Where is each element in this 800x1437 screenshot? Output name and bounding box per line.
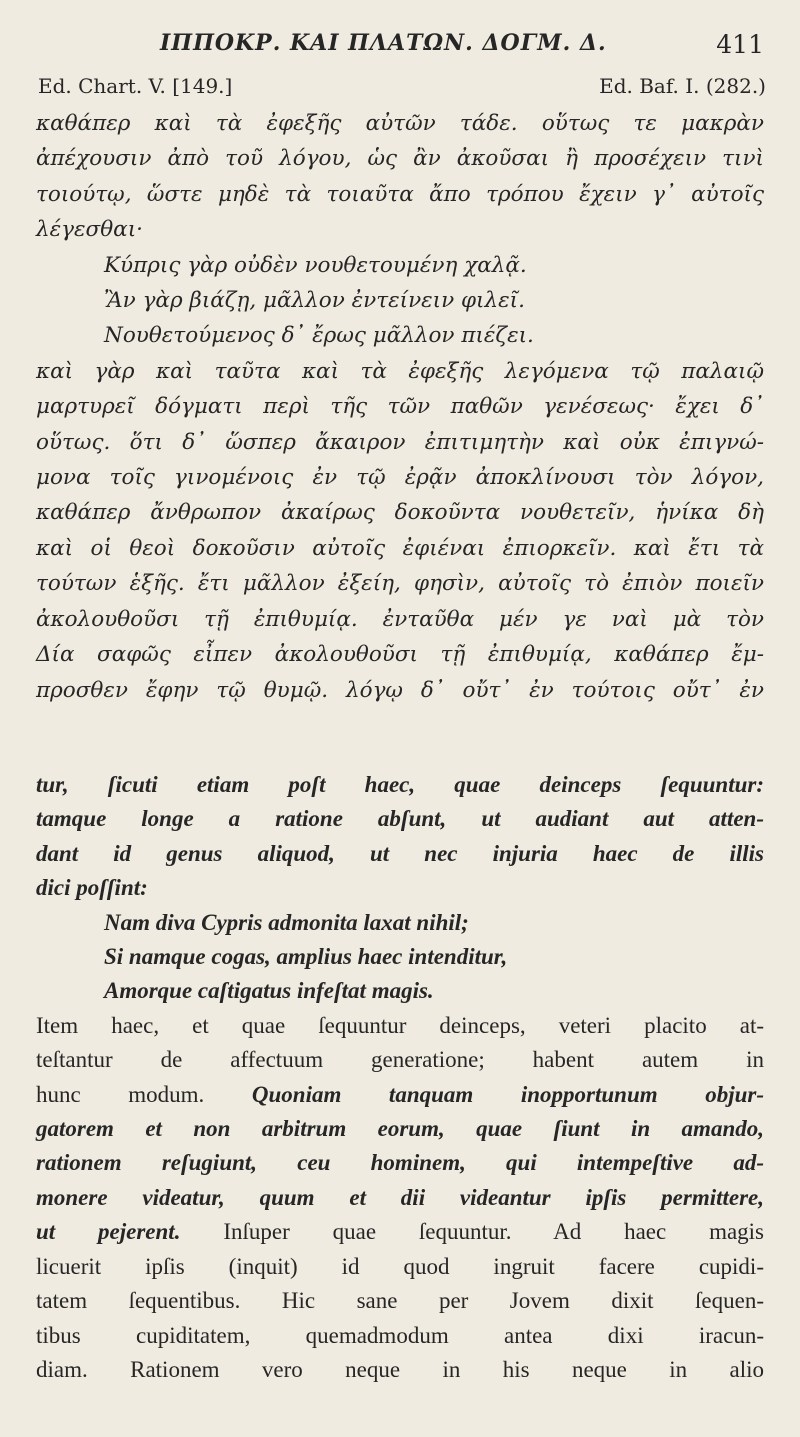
greek-line: οὕτως. ὅτι δ᾽ ὥσπερ ἄκαιρον ἐπιτιμητὴν καὶ οὐκ ἐπιγνώ- — [36, 429, 764, 455]
greek-line: ἀπέχουσιν ἀπὸ τοῦ λόγου, ὡς ἂν ἀκοῦσαι ἢ προσέχειν τινὶ — [36, 146, 764, 172]
latin-line: tur, ſicuti etiam poſt haec, quae deinceps ſequuntur: — [36, 772, 764, 797]
latin-segment-upright: teſtantur de affectuum generatione; habent autem in — [36, 1047, 764, 1073]
latin-line — [36, 1250, 764, 1284]
running-head — [0, 28, 800, 62]
latin-segment-italic: monere videatur, quum et dii videantur ipſis permittere, — [36, 1184, 764, 1210]
latin-segment-upright: diam. Rationem vero neque in his neque in alio — [36, 1356, 764, 1382]
greek-line: καὶ οἱ θεοὶ δοκοῦσιν αὐτοῖς ἐφιέναι ἐπιορκεῖν. καὶ ἔτι τὰ — [36, 535, 764, 561]
page-number: 411 — [716, 30, 764, 59]
latin-segment-upright: licuerit ipſis (inquit) id quod ingruit facere cupidi- — [36, 1253, 764, 1279]
greek-line: καὶ γὰρ καὶ ταῦτα καὶ τὰ ἐφεξῆς λεγόμενα τῷ παλαιῷ — [36, 358, 764, 384]
greek-verse: Ἂν γὰρ βιάζῃ, μᾶλλον ἐντείνειν φιλεῖ. — [104, 288, 525, 314]
latin-line — [36, 1215, 764, 1249]
latin-verse: Si namque cogas, amplius haec intenditur, — [104, 944, 508, 970]
latin-segment-italic: Quoniam tanquam inopportunum objur- — [251, 1081, 765, 1107]
latin-segment-italic: gatorem et non arbitrum eorum, quae ſiunt in amando, — [36, 1116, 764, 1142]
latin-segment-upright: Item haec, et quae ſequuntur deinceps, veteri placito at- — [36, 1012, 764, 1038]
greek-line: προσθεν ἔφην τῷ θυμῷ. λόγῳ δ᾽ οὔτ᾽ ἐν τούτοις οὔτ᾽ ἐν — [36, 677, 764, 703]
greek-line: τούτων ἑξῆς. ἔτι μᾶλλον ἐξείη, φησὶν, αὐτοῖς τὸ ἐπιὸν ποιεῖν — [36, 571, 764, 597]
latin-segment-upright: tibus cupiditatem, quemadmodum antea dixi iracun- — [36, 1322, 764, 1348]
greek-line: καθάπερ καὶ τὰ ἐφεξῆς αὐτῶν τάδε. οὕτως τε μακρὰν — [36, 111, 764, 136]
latin-line — [36, 1043, 764, 1077]
latin-verse: Nam diva Cypris admonita laxat nihil; — [104, 909, 469, 935]
latin-line — [36, 1146, 764, 1180]
greek-line: μαρτυρεῖ δόγματι περὶ τῆς τῶν παθῶν γενέσεως· ἔχει δ᾽ — [36, 394, 764, 420]
greek-line: καθάπερ ἄνθρωπον ἀκαίρως δοκοῦντα νουθετεῖν, ἡνίκα δὴ — [36, 500, 764, 526]
latin-text-block — [36, 768, 764, 1387]
latin-segment-upright: hunc modum. — [36, 1081, 205, 1107]
latin-line — [36, 1181, 764, 1215]
latin-line: dici poſſint: — [36, 875, 148, 901]
edition-chartier: Ed. Chart. V. [149.] — [38, 74, 233, 98]
greek-line: τοιούτῳ, ὥστε μηδὲ τὰ τοιαῦτα ἄπο τρόπου ἔχειν γ᾽ αὐτοῖς — [36, 181, 764, 207]
latin-line: tamque longe a ratione abſunt, ut audiant aut atten- — [36, 806, 764, 832]
latin-segment-italic: rationem reſugiunt, ceu hominem, qui intempeſtive ad- — [36, 1150, 764, 1176]
latin-segment-italic: ut pejerent. — [36, 1219, 181, 1245]
greek-text-block — [36, 106, 764, 708]
running-title: ΙΠΠΟΚΡ. ΚΑΙ ΠΛΑΤΩΝ. ΔΟΓΜ. Δ. — [160, 30, 607, 56]
latin-segment-upright: tatem ſequentibus. Hic sane per Jovem dixit ſequen- — [36, 1288, 764, 1314]
greek-verse: Κύπρις γὰρ οὐδὲν νουθετουμένη χαλᾷ. — [104, 252, 527, 278]
edition-reference-line — [38, 74, 766, 104]
greek-line: ἀκολουθοῦσι τῇ ἐπιθυμίᾳ. ἐνταῦθα μέν γε ναὶ μὰ τὸν — [36, 606, 764, 632]
edition-basel: Ed. Baf. I. (282.) — [599, 74, 766, 98]
latin-verse: Amorque caſtigatus infeſtat magis. — [104, 978, 434, 1004]
latin-line — [36, 1112, 764, 1146]
greek-line: λέγεσθαι· — [36, 217, 143, 243]
latin-line — [36, 1078, 764, 1112]
latin-line — [36, 1353, 764, 1387]
latin-segment-upright: Inſuper quae ſequuntur. Ad haec magis — [223, 1219, 765, 1245]
latin-line — [36, 1284, 764, 1318]
latin-line: dant id genus aliquod, ut nec injuria haec de illis — [36, 840, 764, 866]
greek-line: Δία σαφῶς εἶπεν ἀκολουθοῦσι τῇ ἐπιθυμίᾳ, καθάπερ ἔμ- — [36, 642, 764, 668]
greek-line: μονα τοῖς γινομένοις ἐν τῷ ἐρᾷν ἀποκλίνουσι τὸν λόγον, — [36, 465, 764, 491]
latin-line — [36, 1009, 764, 1043]
latin-line — [36, 1319, 764, 1353]
greek-verse: Νουθετούμενος δ᾽ ἔρως μᾶλλον πιέζει. — [104, 323, 534, 349]
